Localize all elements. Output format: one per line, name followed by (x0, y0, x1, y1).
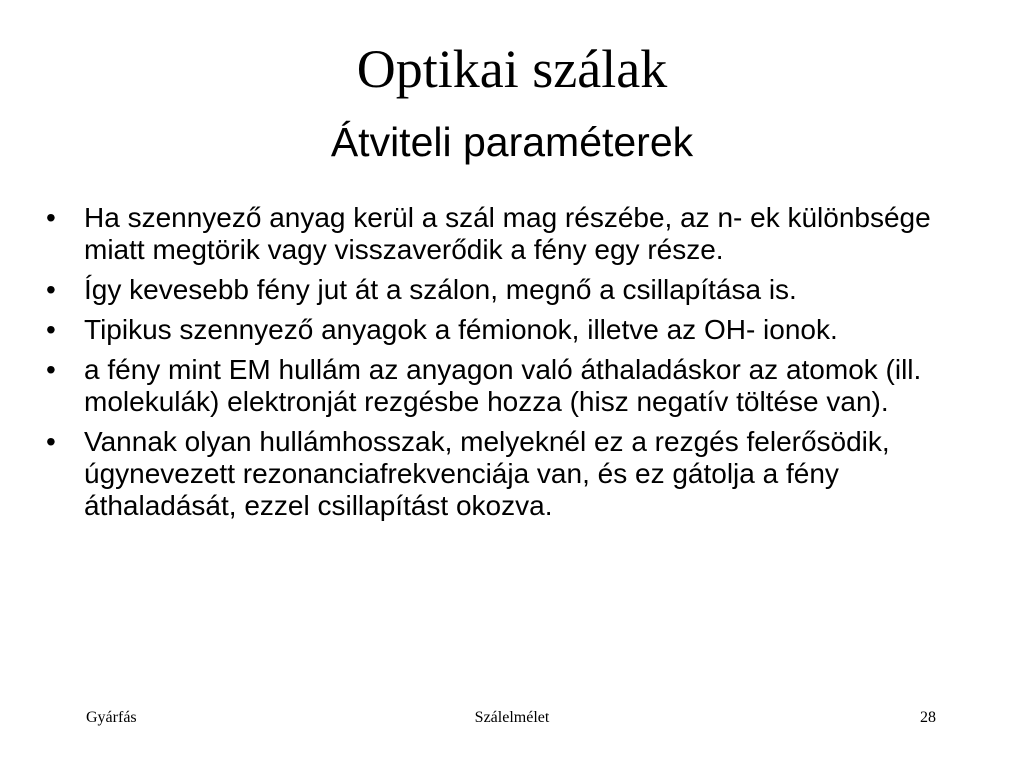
bullet-icon: • (46, 274, 56, 305)
bullet-item (44, 354, 994, 418)
footer-author: Gyárfás (86, 709, 137, 726)
slide-subtitle: Átviteli paraméterek (330, 119, 694, 165)
slide-title: Optikai szálak (356, 39, 668, 99)
footer-page-number: 28 (920, 709, 936, 726)
bullet-text: Tipikus szennyező anyagok a fémionok, illetve az OH- ionok. (84, 314, 838, 345)
bullet-icon: • (46, 314, 56, 345)
bullet-icon: • (46, 202, 56, 233)
bullet-text: Vannak olyan hullámhosszak, melyeknél ez a rezgés felerősödik, úgynevezett rezonanciafrekvenciája van, és ez gátolja a fény áthaladását, ezzel csillapítást okozva. (84, 426, 890, 521)
bullet-icon: • (46, 426, 56, 457)
bullet-item (44, 202, 994, 266)
bullet-text: Így kevesebb fény jut át a szálon, megnő a csillapítása is. (84, 274, 797, 305)
bullet-list (44, 202, 994, 530)
bullet-item (44, 426, 994, 522)
bullet-text: a fény mint EM hullám az anyagon való áthaladáskor az atomok (ill. molekulák) elektronját rezgésbe hozza (hisz negatív töltése van). (84, 354, 922, 417)
footer-course: Szálelmélet (474, 709, 550, 726)
bullet-item (44, 314, 994, 346)
bullet-icon: • (46, 354, 56, 385)
bullet-item (44, 274, 994, 306)
bullet-text: Ha szennyező anyag kerül a szál mag részébe, az n- ek különbsége miatt megtörik vagy visszaverődik a fény egy része. (84, 202, 931, 265)
